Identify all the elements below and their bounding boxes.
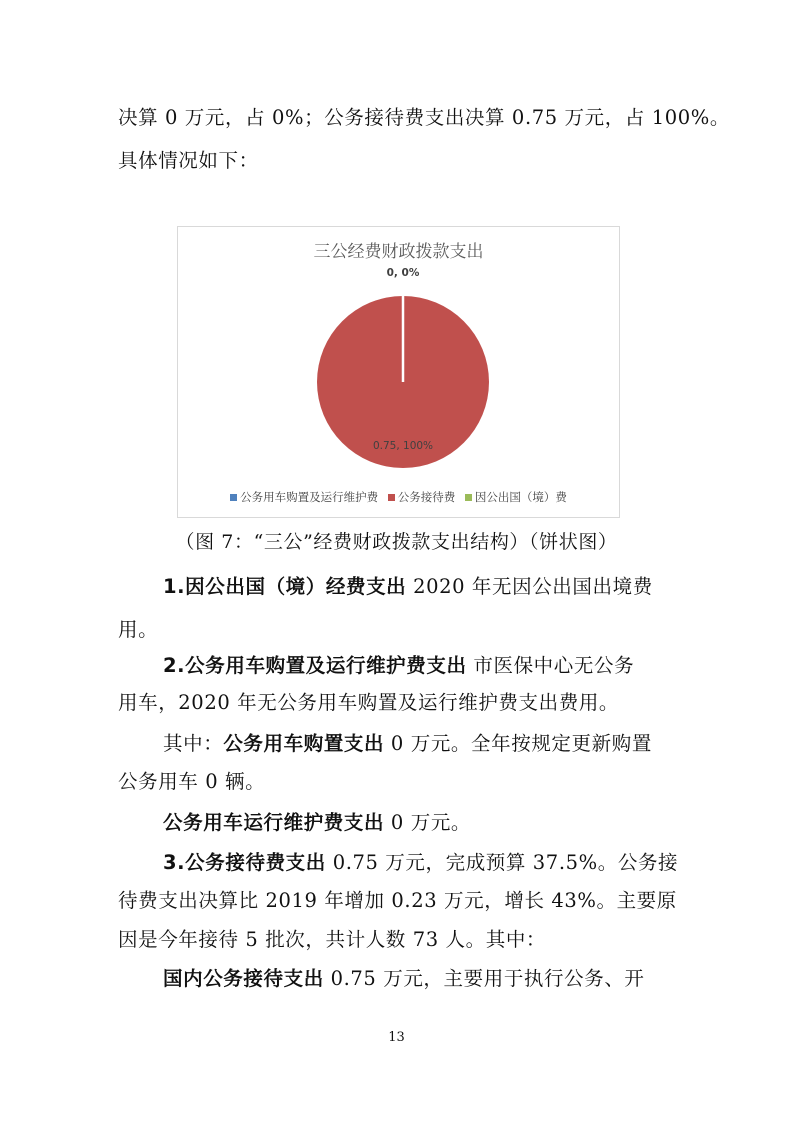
- paragraph-line: [163, 808, 723, 838]
- data-label-zero: 0, 0%: [386, 267, 420, 279]
- paragraph-line: 决算 0 万元，占 0%；公务接待费支出决算 0.75 万元，占 100%。: [118, 106, 730, 129]
- paragraph-text: 0 万元。全年按规定更新购置: [384, 732, 652, 755]
- paragraph-line: [163, 964, 723, 994]
- data-label-main: 0.75, 100%: [372, 440, 434, 452]
- paragraph-text: 其中：: [163, 732, 224, 755]
- legend-item-abroad: [465, 489, 567, 505]
- heading-inline: 1.因公出国（境）经费支出: [163, 575, 407, 598]
- paragraph-text: 0.75 万元，主要用于执行公务、开: [323, 967, 645, 990]
- paragraph-line: 待费支出决算比 2019 年增加 0.23 万元，增长 43%。主要原: [118, 889, 677, 912]
- paragraph-line: [163, 729, 723, 759]
- heading-inline: 国内公务接待支出: [163, 967, 324, 990]
- paragraph-line: 用车，2020 年无公务用车购置及运行维护费支出费用。: [118, 691, 620, 714]
- paragraph-line: 具体情况如下：: [118, 149, 259, 172]
- heading-inline: 公务用车购置支出: [223, 732, 385, 755]
- paragraph-line: 因是今年接待 5 批次，共计人数 73 人。其中：: [118, 928, 547, 951]
- paragraph-line: 用。: [118, 618, 159, 641]
- chart-legend: [178, 489, 619, 505]
- paragraph-line: [163, 651, 723, 681]
- legend-label: 公务用车购置及运行维护费: [240, 490, 379, 504]
- paragraph-text: 2020 年无因公出国出境费: [406, 575, 653, 598]
- legend-swatch-icon: [465, 494, 472, 501]
- figure-caption: （图 7：“三公”经费财政拨款支出结构）（饼状图）: [175, 531, 618, 553]
- chart-title: 三公经费财政拨款支出: [313, 242, 484, 262]
- page-number: 13: [388, 1030, 405, 1045]
- legend-item-vehicle: [230, 489, 378, 505]
- legend-label: 因公出国（境）费: [474, 490, 567, 504]
- legend-item-reception: [388, 489, 456, 505]
- paragraph-line: 公务用车 0 辆。: [118, 770, 266, 793]
- legend-swatch-icon: [388, 494, 395, 501]
- legend-swatch-icon: [230, 494, 237, 501]
- pie-chart-canvas: [178, 227, 619, 482]
- heading-inline: 3.公务接待费支出: [163, 851, 326, 874]
- legend-label: 公务接待费: [397, 490, 456, 504]
- paragraph-text: 0.75 万元，完成预算 37.5%。公务接: [325, 851, 679, 874]
- paragraph-text: 0 万元。: [384, 811, 472, 834]
- heading-inline: 公务用车运行维护费支出: [163, 811, 385, 834]
- paragraph-line: [163, 572, 723, 602]
- paragraph-line: [163, 848, 723, 878]
- heading-inline: 2.公务用车购置及运行维护费支出: [163, 654, 467, 677]
- paragraph-text: 市医保中心无公务: [466, 654, 635, 677]
- pie-chart: [177, 226, 620, 518]
